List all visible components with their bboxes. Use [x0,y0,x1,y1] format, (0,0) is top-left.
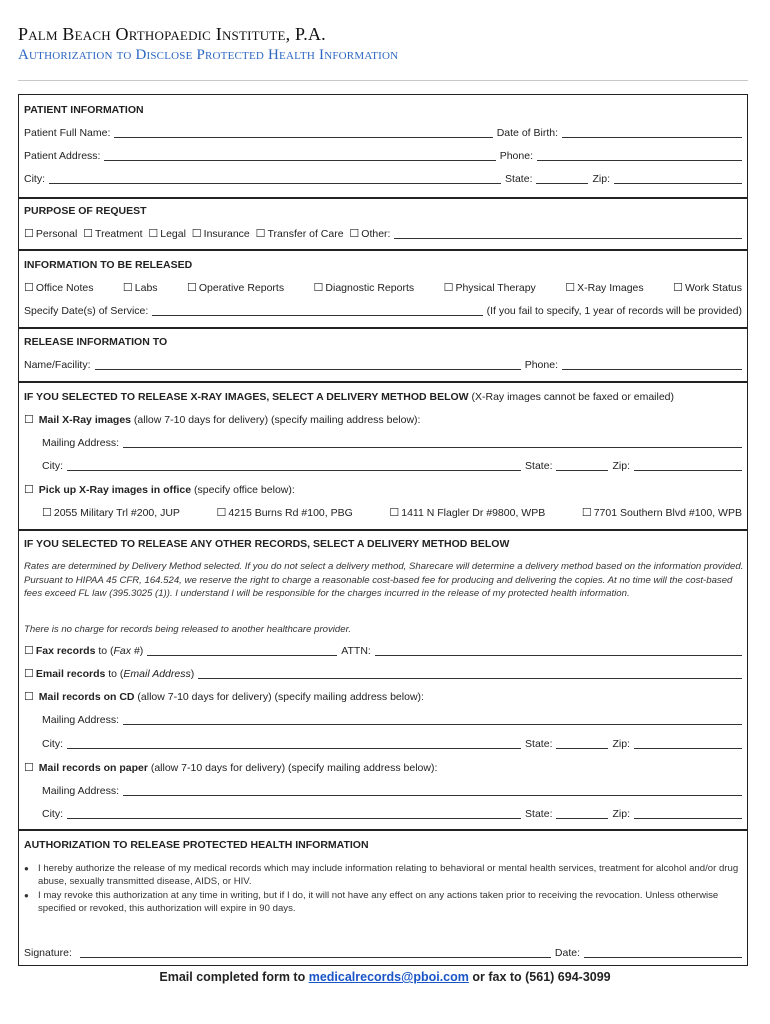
field-label: Mailing Address: [42,437,120,449]
info-checkbox[interactable] [187,282,284,295]
revocation-bullet [24,889,744,915]
option-label: Pick up X-Ray images in office [38,484,192,496]
field-label: City: [24,173,45,185]
paper-city-row [42,808,742,821]
checkbox-icon: ☐ [216,507,227,519]
checkbox-icon: ☐ [24,762,34,774]
no-charge-note: There is no charge for records being released to another healthcare provider. [24,624,352,635]
option-label: Physical Therapy [455,282,536,294]
cd-city-row [42,738,742,751]
xray-state-field[interactable] [556,460,608,471]
checkbox-icon: ☐ [24,414,34,426]
mail-xray-option[interactable] [24,414,742,427]
field-label: Zip: [592,173,610,185]
info-options-row [24,282,742,295]
info-checkbox[interactable] [24,282,93,295]
checkbox-icon: ☐ [24,668,34,680]
section-heading: RELEASE INFORMATION TO [24,336,168,348]
option-label: Diagnostic Reports [325,282,415,294]
paper-zip-field[interactable] [634,808,742,819]
field-label: Zip: [612,460,630,472]
signature-row [24,947,742,960]
option-label: Legal [160,228,186,240]
purpose-checkbox[interactable] [256,228,344,241]
field-label: City: [42,738,63,750]
field-label: Patient Address: [24,150,101,162]
field-label: ATTN: [341,645,371,657]
pickup-xray-option[interactable] [24,484,742,497]
office-checkbox[interactable] [582,507,742,520]
field-label: Phone: [499,150,533,162]
email-link[interactable]: medicalrecords@pboi.com [308,970,469,984]
xray-mailing-row [42,437,742,450]
option-label: Other: [361,228,391,240]
option-label: Mail X-Ray images [38,414,131,426]
option-label: Work Status [684,282,742,294]
checkbox-icon: ☐ [24,691,34,703]
paper-state-field[interactable] [556,808,608,819]
checkbox-icon: ☐ [24,484,34,496]
header-divider [18,80,748,81]
checkbox-icon: ☐ [313,282,324,294]
other-purpose-field[interactable] [394,228,742,239]
field-label: State: [525,738,553,750]
fax-number-field[interactable] [147,645,337,656]
field-label: City: [42,808,63,820]
xray-zip-field[interactable] [634,460,742,471]
checkbox-icon: ☐ [565,282,576,294]
option-label: Insurance [203,228,250,240]
field-label: Mailing Address: [42,714,120,726]
option-label: Email records [35,668,106,680]
cd-zip-field[interactable] [634,738,742,749]
field-label: Zip: [612,808,630,820]
field-label: Date of Birth: [496,127,558,139]
office-label: 4215 Burns Rd #100, PBG [228,507,353,519]
option-label: Personal [35,228,78,240]
checkbox-icon: ☐ [148,228,159,240]
patient-address-row [24,150,742,163]
field-label: Mailing Address: [42,785,120,797]
checkbox-icon: ☐ [191,228,202,240]
mail-paper-option[interactable] [24,762,742,775]
field-label: Name/Facility: [24,359,91,371]
field-label: City: [42,460,63,472]
section-heading: PURPOSE OF REQUEST [24,205,147,217]
patient-city-row [24,173,742,186]
patient-city-field[interactable] [49,173,501,184]
section-heading: IF YOU SELECTED TO RELEASE ANY OTHER RECORDS, SELECT A DELIVERY METHOD BELOW [24,538,510,550]
option-label: Operative Reports [198,282,285,294]
checkbox-icon: ☐ [122,282,133,294]
purpose-checkbox[interactable] [83,228,142,241]
email-address-field[interactable] [198,668,742,679]
footer-instructions [0,970,770,984]
checkbox-icon: ☐ [349,228,360,240]
signature-date-field[interactable] [584,947,742,958]
field-label: Patient Full Name: [24,127,111,139]
date-of-birth-field[interactable] [562,127,742,138]
bullet-text: I may revoke this authorization at any time in writing, but if I do, it will not have any effect on any actions taken prior to receiving the revocation. Unless otherwise specified or revoked, this authorization will expire in 90 days. [38,890,719,914]
footer-text: Email completed form to [159,970,306,984]
field-label: Specify Date(s) of Service: [24,305,149,317]
option-detail: Fax # [113,645,140,657]
email-option[interactable] [24,668,105,681]
dates-of-service-row [24,305,742,318]
checkbox-icon: ☐ [24,228,34,240]
office-checkbox[interactable] [389,507,545,520]
email-option-row [24,668,742,681]
bullet-icon: ● [24,864,29,873]
info-checkbox[interactable] [123,282,158,295]
checkbox-icon: ☐ [255,228,266,240]
checkbox-icon: ☐ [443,282,454,294]
name-facility-field[interactable] [95,359,521,370]
cd-state-field[interactable] [556,738,608,749]
option-detail: ) [190,668,195,680]
section-heading: PATIENT INFORMATION [24,104,144,116]
office-checkbox[interactable] [217,507,353,520]
patient-name-row [24,127,742,140]
checkbox-icon: ☐ [83,228,94,240]
field-label: Date: [554,947,580,959]
signature-field[interactable] [80,947,551,958]
footer-text: or fax to (561) 694-3099 [472,970,611,984]
release-to-row [24,359,742,372]
option-label: Treatment [95,228,143,240]
cd-mailing-row [42,714,742,727]
option-detail: to ( [98,645,114,657]
option-label: Transfer of Care [267,228,344,240]
purpose-checkbox[interactable] [24,228,77,241]
bullet-text: I hereby authorize the release of my medical records which may include information relating to behavioral or mental health services, treatment for alcohol and/or drug abuse, sexually transmitted disease, AIDS, or HIV. [38,863,739,887]
dates-of-service-field[interactable] [152,305,482,316]
paper-mailing-address-field[interactable] [123,785,742,796]
section-heading: IF YOU SELECTED TO RELEASE X-RAY IMAGES, SELECT A DELIVERY METHOD BELOW [24,391,469,403]
fax-option-row [24,645,742,658]
option-detail: (allow 7-10 days for delivery) (specify mailing address below): [150,762,438,774]
paper-mailing-row [42,785,742,798]
option-detail: (allow 7-10 days for delivery) (specify mailing address below): [137,691,424,703]
patient-phone-field[interactable] [537,150,742,161]
section-heading: AUTHORIZATION TO RELEASE PROTECTED HEALTH INFORMATION [24,839,369,851]
checkbox-icon: ☐ [581,507,592,519]
dates-note: (If you fail to specify, 1 year of records will be provided) [486,305,742,317]
office-checkbox[interactable] [42,507,180,520]
fax-option[interactable] [24,645,95,658]
purpose-checkbox[interactable] [192,228,250,241]
paper-city-field[interactable] [67,808,521,819]
info-checkbox[interactable] [444,282,536,295]
patient-name-field[interactable] [114,127,492,138]
patient-zip-field[interactable] [614,173,742,184]
option-detail: (specify office below): [194,484,295,496]
attn-field[interactable] [375,645,742,656]
field-label: Zip: [612,738,630,750]
rates-paragraph: Rates are determined by Delivery Method selected. If you do not select a delivery method, Sharecare will determine a delivery method based on the information provided. Pursuant to HIPAA 45 CFR, 164.524, we reserve the right to charge a reasonable cost-based fee for producing and delivering the copies. At no time will the cost-based fees exceed FL law (395.3025 (1)). I understand I will be responsible for the charges incurred in the release of my protected health information. [24,561,744,599]
field-label: Signature: [24,947,72,959]
checkbox-icon: ☐ [389,507,400,519]
checkbox-icon: ☐ [24,282,34,294]
patient-state-field[interactable] [536,173,588,184]
organization-name: Palm Beach Orthopaedic Institute, P.A. [18,24,326,44]
option-detail: to ( [108,668,124,680]
option-detail: Email Address [123,668,191,680]
release-phone-field[interactable] [562,359,742,370]
checkbox-icon: ☐ [187,282,197,294]
field-label: State: [525,808,553,820]
option-label: Fax records [35,645,96,657]
xray-heading-row [24,391,742,404]
info-checkbox[interactable] [565,282,643,295]
option-label: Labs [134,282,158,294]
checkbox-icon: ☐ [42,507,52,519]
xray-city-row [42,460,742,473]
field-label: Phone: [524,359,558,371]
option-label: Office Notes [35,282,94,294]
authorization-bullet [24,862,744,888]
bullet-icon: ● [24,891,29,900]
option-label: X-Ray Images [577,282,644,294]
checkbox-icon: ☐ [24,645,34,657]
office-label: 1411 N Flagler Dr #9800, WPB [401,507,546,519]
heading-note: (X-Ray images cannot be faxed or emailed) [471,391,674,403]
field-label: State: [505,173,533,185]
mail-cd-option[interactable] [24,691,742,704]
form-title: Authorization to Disclose Protected Health Information [18,47,399,63]
office-label: 2055 Military Trl #200, JUP [53,507,180,519]
option-detail: (allow 7-10 days for delivery) (specify mailing address below): [133,414,421,426]
purpose-options-row [24,228,742,241]
office-label: 7701 Southern Blvd #100, WPB [593,507,742,519]
office-options-row [42,507,742,520]
info-checkbox[interactable] [673,282,742,295]
option-detail: ) [139,645,144,657]
section-heading: INFORMATION TO BE RELEASED [24,259,193,271]
option-label: Mail records on paper [38,762,148,774]
checkbox-icon: ☐ [673,282,683,294]
xray-mailing-address-field[interactable] [123,437,742,448]
patient-address-field[interactable] [104,150,495,161]
info-checkbox[interactable] [314,282,415,295]
purpose-checkbox[interactable] [148,228,186,241]
purpose-checkbox[interactable] [349,228,390,241]
cd-mailing-address-field[interactable] [123,714,742,725]
xray-city-field[interactable] [67,460,521,471]
cd-city-field[interactable] [67,738,521,749]
option-label: Mail records on CD [38,691,135,703]
field-label: State: [525,460,553,472]
